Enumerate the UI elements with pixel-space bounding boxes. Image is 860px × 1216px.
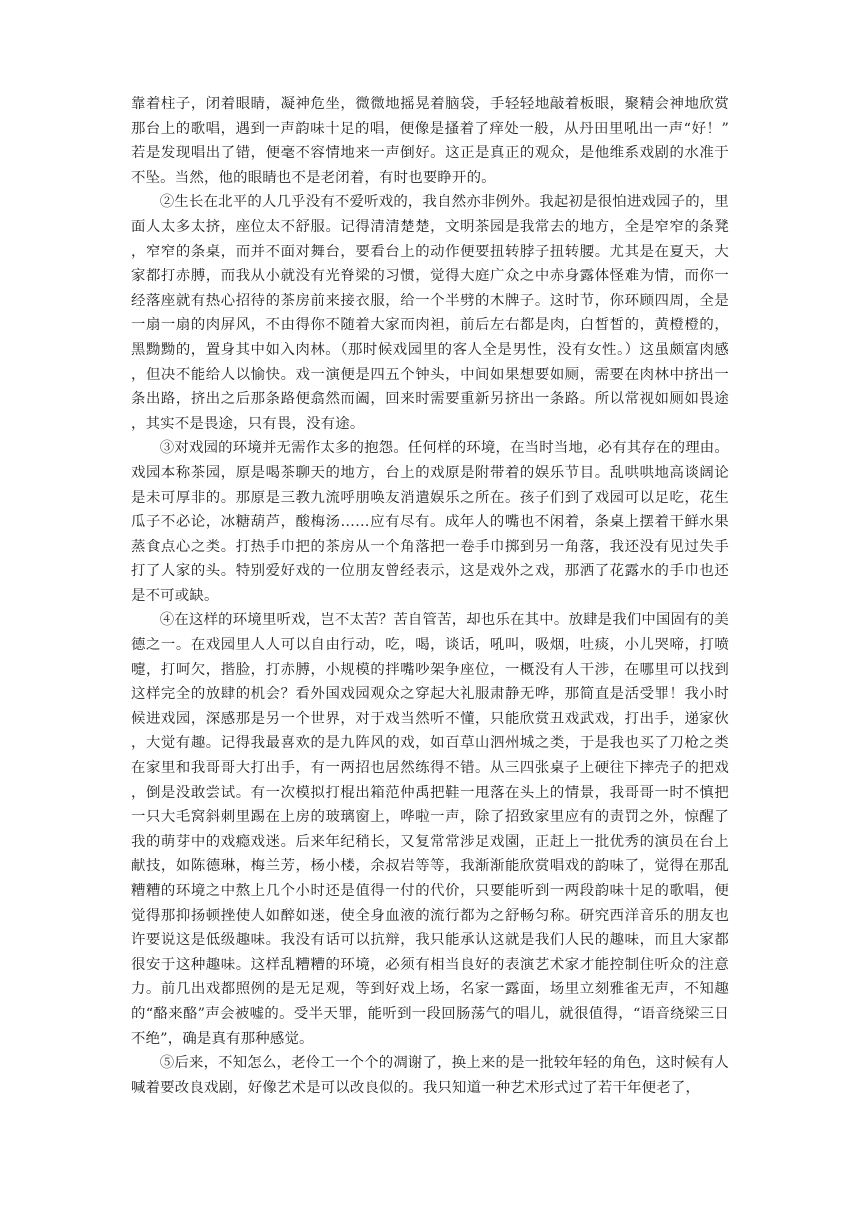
paragraph-2: ②生长在北平的人几乎没有不爱听戏的，我自然亦非例外。我起初是很怕进戏园子的，里面人太多太挤，座位太不舒服。记得清清楚楚，文明茶园是我常去的地方，全是窄窄的条凳，窄窄的条桌，而并不面对舞台，要看台上的动作便要扭转脖子扭转腰。尤其是在夏天，大家都打赤膊，而我从小就没有光脊梁的习惯，觉得大庭广众之中赤身露体怪难为情，而你一经落座就有热心招待的茶房前来接衣服，给一个半劈的木牌子。这时节，你环顾四周，全是一扇一扇的肉屏风，不由得你不随着大家而肉袒，前后左右都是肉，白皙皙的，黄橙橙的，黑黝黝的，置身其中如入肉林。（那时候戏园里的客人全是男性，没有女性。）这虽颇富肉感，但决不能给人以愉快。戏一演便是四五个钟头，中间如果想要如厕，需要在肉林中挤出一条出路，挤出之后那条路便翕然而阖，回来时需要重新另挤出一条路。所以常视如厕如畏途，其实不是畏途，只有畏，没有途。 <box>131 194 729 432</box>
paragraph-5: ⑤后来，不知怎么，老伶工一个个的凋谢了，换上来的是一批较年轻的角色，这时候有人喊着要改良戏剧，好像艺术是可以改良似的。我只知道一种艺术形式过了若干年便老了， <box>131 1055 729 1096</box>
document-page <box>131 92 729 1100</box>
paragraph-continued: 靠着柱子，闭着眼睛，凝神危坐，微微地摇晃着脑袋，手轻轻地敲着板眼，聚精会神地欣赏那台上的歌唱，遇到一声韵味十足的唱，便像是搔着了痒处一般，从丹田里吼出一声“好！”若是发现唱出了错，便毫不容情地来一声倒好。这正是真正的观众，是他维系戏剧的水准于不坠。当然，他的眼睛也不是老闭着，有时也要睁开的。 <box>131 96 729 186</box>
paragraph-3: ③对戏园的环境并无需作太多的抱怨。任何样的环境，在当时当地，必有其存在的理由。戏园本称茶园，原是喝茶聊天的地方，台上的戏原是附带着的娱乐节目。乱哄哄地高谈阔论是未可厚非的。那原是三教九流呼朋唤友消遣娱乐之所在。孩子们到了戏园可以足吃，花生瓜子不必论，冰糖葫芦，酸梅汤……应有尽有。成年人的嘴也不闲着，条桌上摆着干鲜水果蒸食点心之类。打热手巾把的茶房从一个角落把一卷手巾掷到另一角落，我还没有见过失手打了人家的头。特别爱好戏的一位朋友曾经表示，这是戏外之戏，那洒了花露水的手巾也还是不可或缺。 <box>131 440 729 604</box>
paragraph-4: ④在这样的环境里听戏，岂不太苦？苦自管苦，却也乐在其中。放肆是我们中国固有的美德之一。在戏园里人人可以自由行动，吃，喝，谈话，吼叫，吸烟，吐痰，小儿哭啼，打喷嚏，打呵欠，揩脸，打赤膊，小规模的拌嘴吵架争座位，一概没有人干涉，在哪里可以找到这样完全的放肆的机会？看外国戏园观众之穿起大礼服肃静无哗，那简直是活受罪！我小时候进戏园，深感那是另一个世界，对于戏当然听不懂，只能欣赏丑戏武戏，打出手，递家伙，大觉有趣。记得我最喜欢的是九阵风的戏，如百草山泗州城之类，于是我也买了刀枪之类在家里和我哥哥大打出手，有一两招也居然练得不错。从三四张桌子上硬往下摔壳子的把戏，倒是没敢尝试。有一次模拟打棍出箱范仲禹把鞋一甩落在头上的情景，我哥哥一时不慎把一只大毛窝斜刺里踢在上房的玻璃窗上，哗啦一声，除了招致家里应有的责罚之外，惊醒了我的萌芽中的戏瘾戏迷。后来年纪稍长，又复常常涉足戏園，正赶上一批优秀的演员在台上献技，如陈德琳，梅兰芳，杨小楼，余叔岩等等，我渐渐能欣赏唱戏的韵味了，觉得在那乱糟糟的环境之中熬上几个小时还是值得一付的代价，只要能听到一两段韵味十足的歌唱，便觉得那抑扬顿挫使人如醉如迷，使全身血液的流行都为之舒畅匀称。研究西洋音乐的朋友也许要说这是低级趣味。我没有话可以抗辩，我只能承认这就是我们人民的趣味，而且大家都很安于这种趣味。这样乱糟糟的环境，必须有相当良好的表演艺术家才能控制住听众的注意力。前几出戏都照例的是无足观，等到好戏上场，名家一露面，场里立刻雅雀无声，不知趣的“酪来酪”声会被嘘的。受半天罪，能听到一段回肠荡气的唱儿，就很值得，“语音绕梁三日不绝”，确是真有那种感觉。 <box>131 612 729 1047</box>
